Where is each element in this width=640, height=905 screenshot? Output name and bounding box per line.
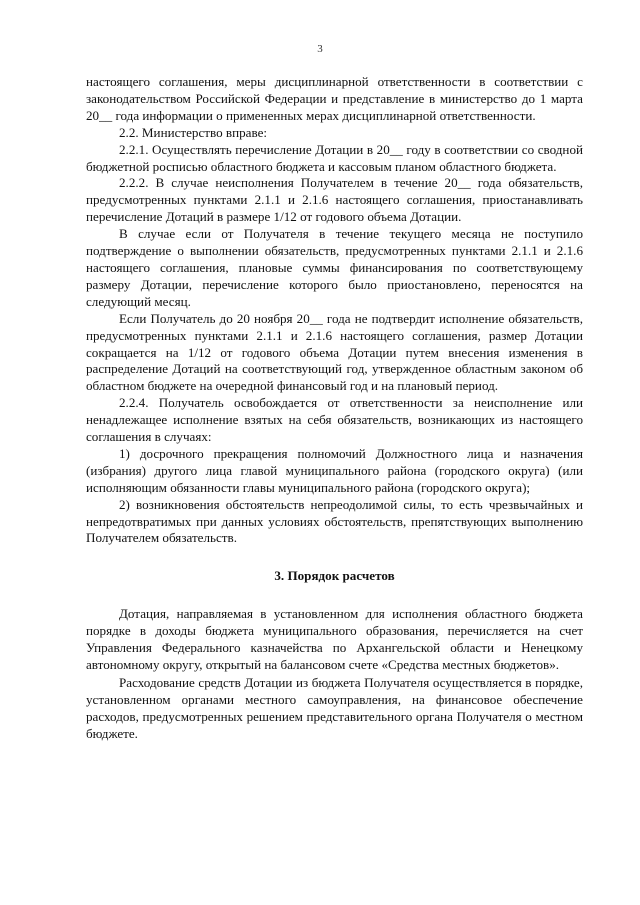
document-body: [86, 74, 583, 743]
paragraph-case-1: 1) досрочного прекращения полномочий Должностного лица и назначения (избрания) другого лица главой муниципального района (городского округа) (или исполняющим обязанности главы муниципального района (городского округа);: [86, 445, 583, 495]
paragraph-ministry-rights: 2.2. Министерство вправе:: [119, 124, 268, 140]
paragraph-no-confirmation: В случае если от Получателя в течение текущего месяца не поступило подтверждение о выполнении обязательств, предусмотренных пунктами 2.1.1 и 2.1.6 настоящего соглашения, плановые суммы финансирования по соответствующему размеру Дотации, перечисление которого было приостановлено, переносятся на следующий месяц.: [86, 226, 583, 309]
paragraph-grant-spending: Расходование средств Дотации из бюджета Получателя осуществляется в порядке, установленном органами местного самоуправления, на финансовое обеспечение расходов, предусмотренных решением представительного органа Получателя о местном бюджете.: [86, 674, 583, 741]
paragraph-case-2: 2) возникновения обстоятельств непреодолимой силы, то есть чрезвычайных и непредотвратимых при данных условиях обстоятельств, препятствующих выполнению Получателем обязательств.: [86, 496, 583, 546]
paragraph-november-20: Если Получатель до 20 ноября 20__ года не подтвердит исполнение обязательств, предусмотренных пунктами 2.1.1 и 2.1.6 настоящего соглашения, размер Дотации сокращается на 1/12 от годового объема Дотации путем внесения изменения в распределение Дотаций на соответствующий год, утвержденное областным законом об областном бюджете на очередной финансовый год и на плановый период.: [86, 310, 583, 394]
paragraph-2-2-4: 2.2.4. Получатель освобождается от ответственности за неисполнение или ненадлежащее исполнение взятых на себя обязательств, возникающих из настоящего соглашения в случаях:: [86, 395, 583, 445]
paragraph-2-2-1: 2.2.1. Осуществлять перечисление Дотации в 20__ году в соответствии со сводной бюджетной росписью областного бюджета и кассовым планом областного бюджета.: [86, 141, 583, 174]
paragraphs-before-heading: [86, 74, 583, 547]
paragraphs-after-heading: [86, 606, 583, 742]
paragraph-disciplinary-responsibility: настоящего соглашения, меры дисциплинарной ответственности в соответствии с законодательством Российской Федерации и представление в министерство до 1 марта 20__ года информации о примененных мерах дисциплинарной ответственности.: [86, 74, 583, 123]
paragraph-2-2-2: 2.2.2. В случае неисполнения Получателем в течение 20__ года обязательств, предусмотренных пунктами 2.1.1 и 2.1.6 настоящего соглашения, приостанавливать перечисление Дотаций в размере 1/12 от годового объема Дотации.: [86, 175, 583, 225]
section-heading: 3. Порядок расчетов: [274, 568, 395, 584]
page-number: 3: [317, 43, 323, 55]
paragraph-grant-transfer: Дотация, направляемая в установленном для исполнения областного бюджета порядке в доходы бюджета муниципального образования, перечисляется на счет Управления Федерального казначейства по Архангельской области и Ненецкому автономному округу, открытый на балансовом счете «Средства местных бюджетов».: [86, 606, 583, 672]
